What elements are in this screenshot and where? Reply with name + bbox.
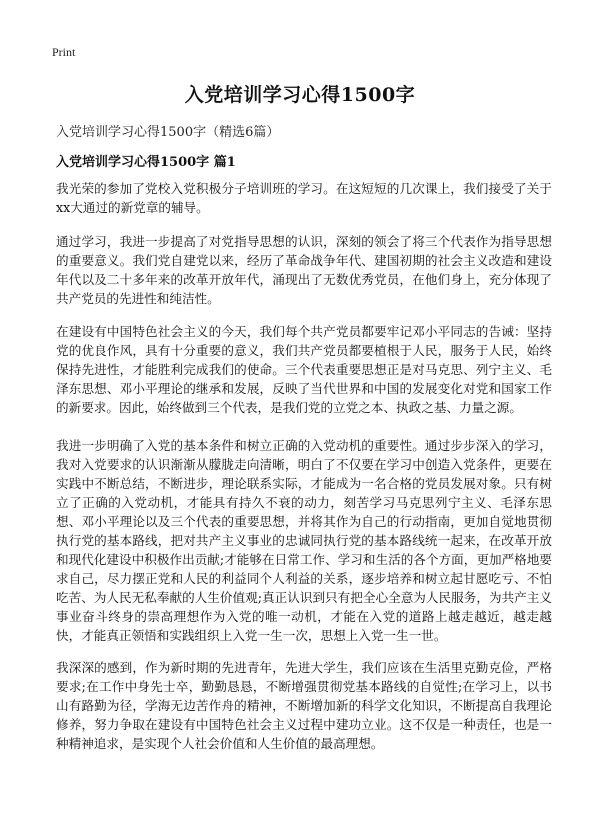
section-heading: 入党培训学习心得1500字 篇1 xyxy=(56,155,236,170)
paragraph-3: 在建设有中国特色社会主义的今天，我们每个共产党员都要牢记邓小平同志的告诫：坚持党的优良作风，具有十分重要的意义，我们共产党员都要植根于人民，服务于人民，始终保持先进性，才能胜利完成我们的使命。三个代表重要思想正是对马克思、列宁主义、毛泽东思想、邓小平理论的继承和发展，反映了当代世界和中国的发展变化对党和国家工作的新要求。因此，始终做到三个代表，是我们党的立党之本、执政之基、力量之源。 xyxy=(56,324,552,415)
paragraph-4: 我进一步明确了入党的基本条件和树立正确的入党动机的重要性。通过步步深入的学习，我对入党要求的认识渐渐从朦胧走向清晰，明白了不仅要在学习中创造入党条件，更要在实践中不断总结，不断进步，理论联系实际，才能成为一名合格的党员发展对象。只有树立了正确的入党动机，才能具有持久不衰的动力，刻苦学习马克思列宁主义、毛泽东思想、邓小平理论以及三个代表的重要思想，并将其作为自己的行动指南，更加自觉地贯彻执行党的基本路线，把对共产主义事业的忠诚同执行党的基本路线统一起来，在改革开放和现代化建设中积极作出贡献;才能够在日常工作、学习和生活的各个方面，更加严格地要求自己，尽力摆正党和人民的利益同个人利益的关系，逐步培养和树立起甘愿吃亏、不怕吃苦、为人民无私奉献的人生价值观;真正认识到只有把全心全意为人民服务，为共产主义事业奋斗终身的崇高理想作为入党的唯一动机，才能在入党的道路上越走越近，越走越快，才能真正领悟和实践组织上入党一生一次，思想上入党一生一世。 xyxy=(56,438,552,643)
paragraph-1: 我光荣的参加了党校入党积极分子培训班的学习。在这短短的几次课上，我们接受了关于xx大通过的新党章的辅导。 xyxy=(56,181,552,215)
paragraph-2: 通过学习，我进一步提高了对党指导思想的认识，深刻的领会了将三个代表作为指导思想的重要意义。我们党自建党以来，经历了革命战争年代、建国初期的社会主义改造和建设年代以及二十多年来的改革开放年代，涌现出了无数优秀党员，在他们身上，充分体现了共产党员的先进性和纯洁性。 xyxy=(56,234,552,306)
print-link[interactable]: Print xyxy=(52,45,76,59)
page-title: 入党培训学习心得1500字 xyxy=(184,84,416,106)
paragraph-5: 我深深的感到，作为新时期的先进青年，先进大学生，我们应该在生活里克勤克俭，严格要求;在工作中身先士卒，勤勤恳恳，不断增强贯彻党基本路线的自觉性;在学习上，以书山有路勤为径，学海无边苦作舟的精神，不断增加新的科学文化知识，不断提高自我理论修养，努力争取在建设有中国特色社会主义过程中建功立业。这不仅是一种责任，也是一种精神追求，是实现个人社会价值和人生价值的最高理想。 xyxy=(56,660,552,751)
document-subtitle: 入党培训学习心得1500字（精选6篇） xyxy=(56,125,280,140)
